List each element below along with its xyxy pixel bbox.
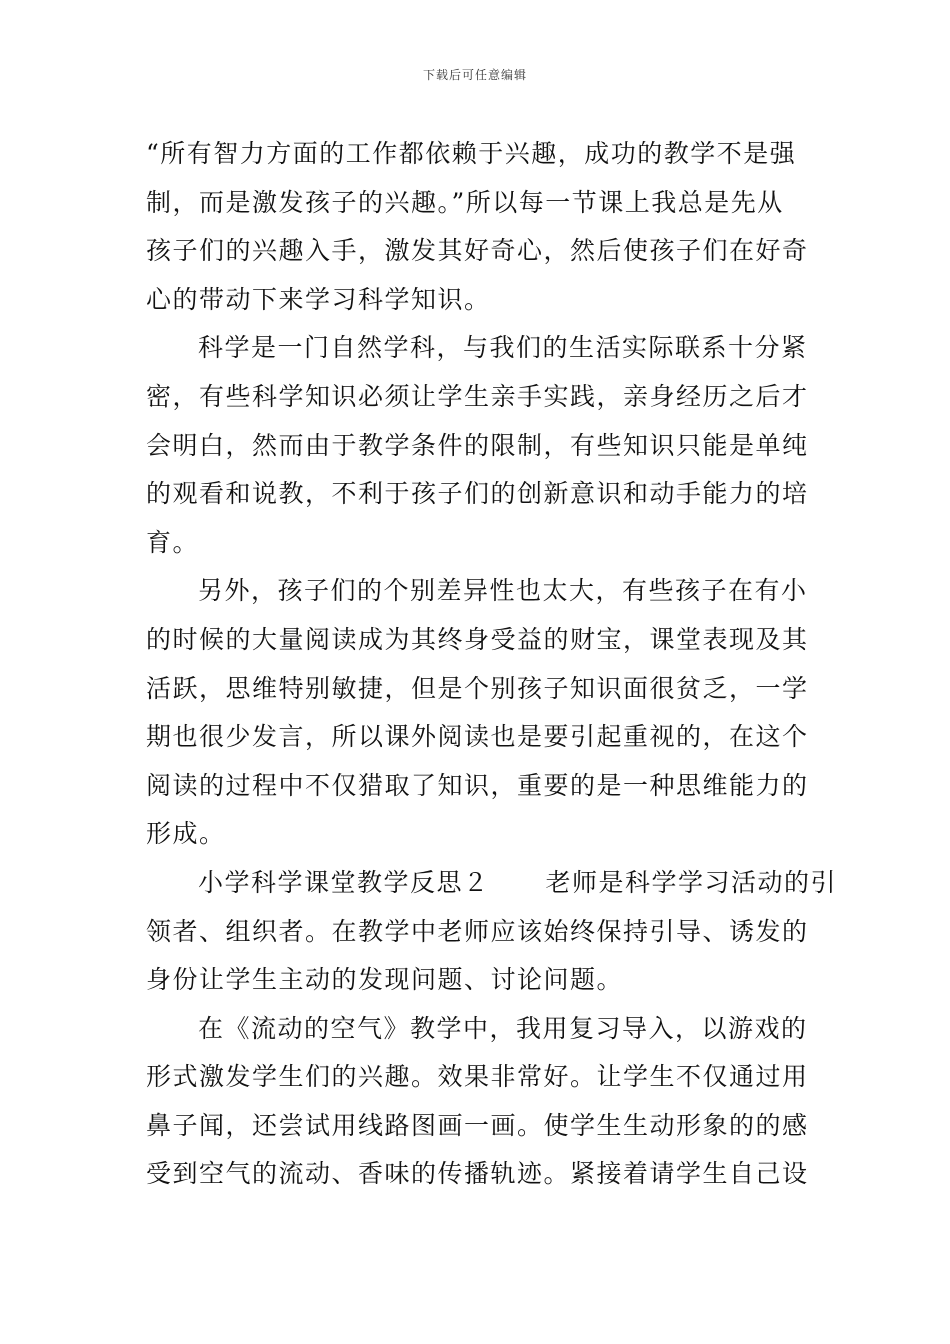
text-line: 受到空气的流动、香味的传播轨迹。紧接着请学生自己设 — [146, 1159, 809, 1189]
text-line: 鼻子闻，还尝试用线路图画一画。使学生生动形象的的感 — [146, 1110, 809, 1140]
text-line: 的时候的大量阅读成为其终身受益的财宝，课堂表现及其 — [146, 624, 809, 654]
text-line: 在《流动的空气》教学中，我用复习导入，以游戏的 — [198, 1013, 808, 1043]
paragraph — [146, 130, 809, 324]
text-line: 形式激发学生们的兴趣。效果非常好。让学生不仅通过用 — [146, 1062, 809, 1092]
text-line: 育。 — [146, 527, 200, 557]
text-line: 孩子们的兴趣入手，激发其好奇心，然后使孩子们在好奇 — [146, 236, 809, 266]
text-line: 阅读的过程中不仅猎取了知识，重要的是一种思维能力的 — [146, 770, 809, 800]
text-line: 会明白，然而由于教学条件的限制，有些知识只能是单纯 — [146, 430, 809, 460]
section-title: 小学科学课堂教学反思２ — [198, 867, 490, 897]
text-line: 身份让学生主动的发现问题、讨论问题。 — [146, 965, 624, 995]
text-line: 的观看和说教，不利于孩子们的创新意识和动手能力的培 — [146, 479, 809, 509]
text-line: 领者、组织者。在教学中老师应该始终保持引导、诱发的 — [146, 916, 809, 946]
text-line: 形成。 — [146, 819, 226, 849]
text-fragment: 老师是科学学习活动的引 — [545, 867, 838, 897]
paragraph — [146, 324, 809, 567]
text-line: 制，而是激发孩子的兴趣。”所以每一节课上我总是先从 — [146, 187, 784, 217]
document-body — [146, 130, 838, 1199]
page-header: 下载后可任意编辑 — [422, 68, 527, 82]
text-line: 活跃，思维特别敏捷，但是个别孩子知识面很贫乏，一学 — [146, 673, 809, 703]
text-line: 科学是一门自然学科，与我们的生活实际联系十分紧 — [198, 333, 808, 363]
text-line: 心的带动下来学习科学知识。 — [146, 284, 491, 314]
text-line — [146, 859, 838, 908]
text-line: 密，有些科学知识必须让学生亲手实践，亲身经历之后才 — [146, 381, 809, 411]
text-line: 另外，孩子们的个别差异性也太大，有些孩子在有小 — [198, 576, 808, 606]
paragraph — [146, 567, 809, 859]
paragraph — [146, 1005, 809, 1199]
text-line: 期也很少发言，所以课外阅读也是要引起重视的，在这个 — [146, 722, 809, 752]
paragraph — [146, 859, 838, 1005]
text-line: “所有智力方面的工作都依赖于兴趣，成功的教学不是强 — [146, 139, 797, 168]
